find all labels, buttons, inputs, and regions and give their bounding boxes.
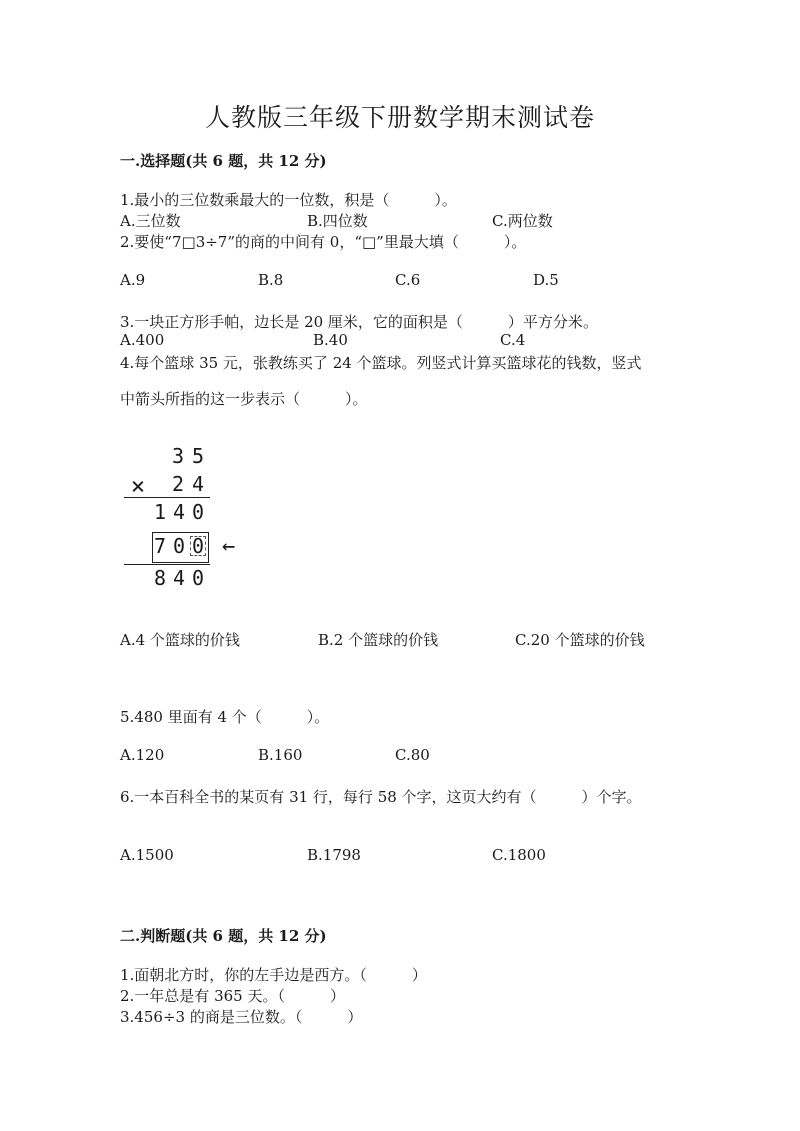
q2-option-b: B.8 [258, 271, 284, 289]
calc-digit: 0 [191, 566, 205, 590]
q1-option-b: B.四位数 [307, 212, 368, 230]
calc-digit: 0 [191, 500, 205, 524]
calc-digit: 4 [172, 566, 186, 590]
calc-digit: 4 [191, 472, 205, 496]
question-5: 5.480 里面有 4 个（ ）。 [120, 708, 330, 726]
times-sign: × [130, 472, 146, 500]
q3-option-a: A.400 [120, 331, 165, 349]
judgement-item-1: 1.面朝北方时，你的左手边是西方。（ ） [120, 966, 427, 984]
q6-option-a: A.1500 [120, 846, 174, 864]
calc-rule-2 [124, 564, 210, 565]
q2-option-a: A.9 [120, 271, 146, 289]
question-4-line-1: 4.每个篮球 35 元，张教练买了 24 个篮球。列竖式计算买篮球花的钱数，竖式 [120, 354, 642, 372]
question-4-line-2: 中箭头所指的这一步表示（ ）。 [120, 390, 368, 408]
q2-option-d: D.5 [533, 271, 559, 289]
q5-option-c: C.80 [395, 746, 430, 764]
q5-option-a: A.120 [120, 746, 165, 764]
q4-option-c: C.20 个篮球的价钱 [515, 631, 645, 649]
calc-digit: 7 [153, 534, 167, 558]
q4-option-b: B.2 个篮球的价钱 [318, 631, 439, 649]
q3-option-b: B.40 [313, 331, 348, 349]
calc-digit: 0 [188, 534, 208, 558]
judgement-item-2: 2.一年总是有 365 天。（ ） [120, 987, 345, 1005]
q6-option-c: C.1800 [492, 846, 546, 864]
page-title: 人教版三年级下册数学期末测试卷 [204, 103, 595, 132]
arrow-icon: ← [222, 534, 236, 559]
calc-digit: 2 [171, 472, 185, 496]
q1-option-a: A.三位数 [120, 212, 181, 230]
calc-digit: 4 [172, 500, 186, 524]
q3-option-c: C.4 [500, 331, 526, 349]
judgement-item-3: 3.456÷3 的商是三位数。（ ） [120, 1008, 363, 1026]
question-1: 1.最小的三位数乘最大的一位数，积是（ ）。 [120, 191, 457, 209]
question-2: 2.要使“7□3÷7”的商的中间有 0，“□”里最大填（ ）。 [120, 233, 527, 251]
q1-option-c: C.两位数 [492, 212, 553, 230]
calc-digit: 3 [171, 444, 185, 468]
calc-digit: 8 [153, 566, 167, 590]
q2-option-c: C.6 [395, 271, 421, 289]
calc-digit: 0 [172, 534, 186, 558]
question-3: 3.一块正方形手帕，边长是 20 厘米，它的面积是（ ）平方分米。 [120, 313, 598, 331]
section-heading-judgement: 二.判断题(共 6 题，共 12 分) [120, 927, 327, 945]
calc-digit: 1 [153, 500, 167, 524]
q4-option-a: A.4 个篮球的价钱 [120, 631, 240, 649]
q5-option-b: B.160 [258, 746, 303, 764]
question-6: 6.一本百科全书的某页有 31 行，每行 58 个字，这页大约有（ ）个字。 [120, 788, 642, 806]
calc-digit: 5 [191, 444, 205, 468]
calc-rule-1 [124, 497, 210, 498]
section-heading-choice: 一.选择题(共 6 题，共 12 分) [120, 152, 327, 170]
q6-option-b: B.1798 [307, 846, 361, 864]
